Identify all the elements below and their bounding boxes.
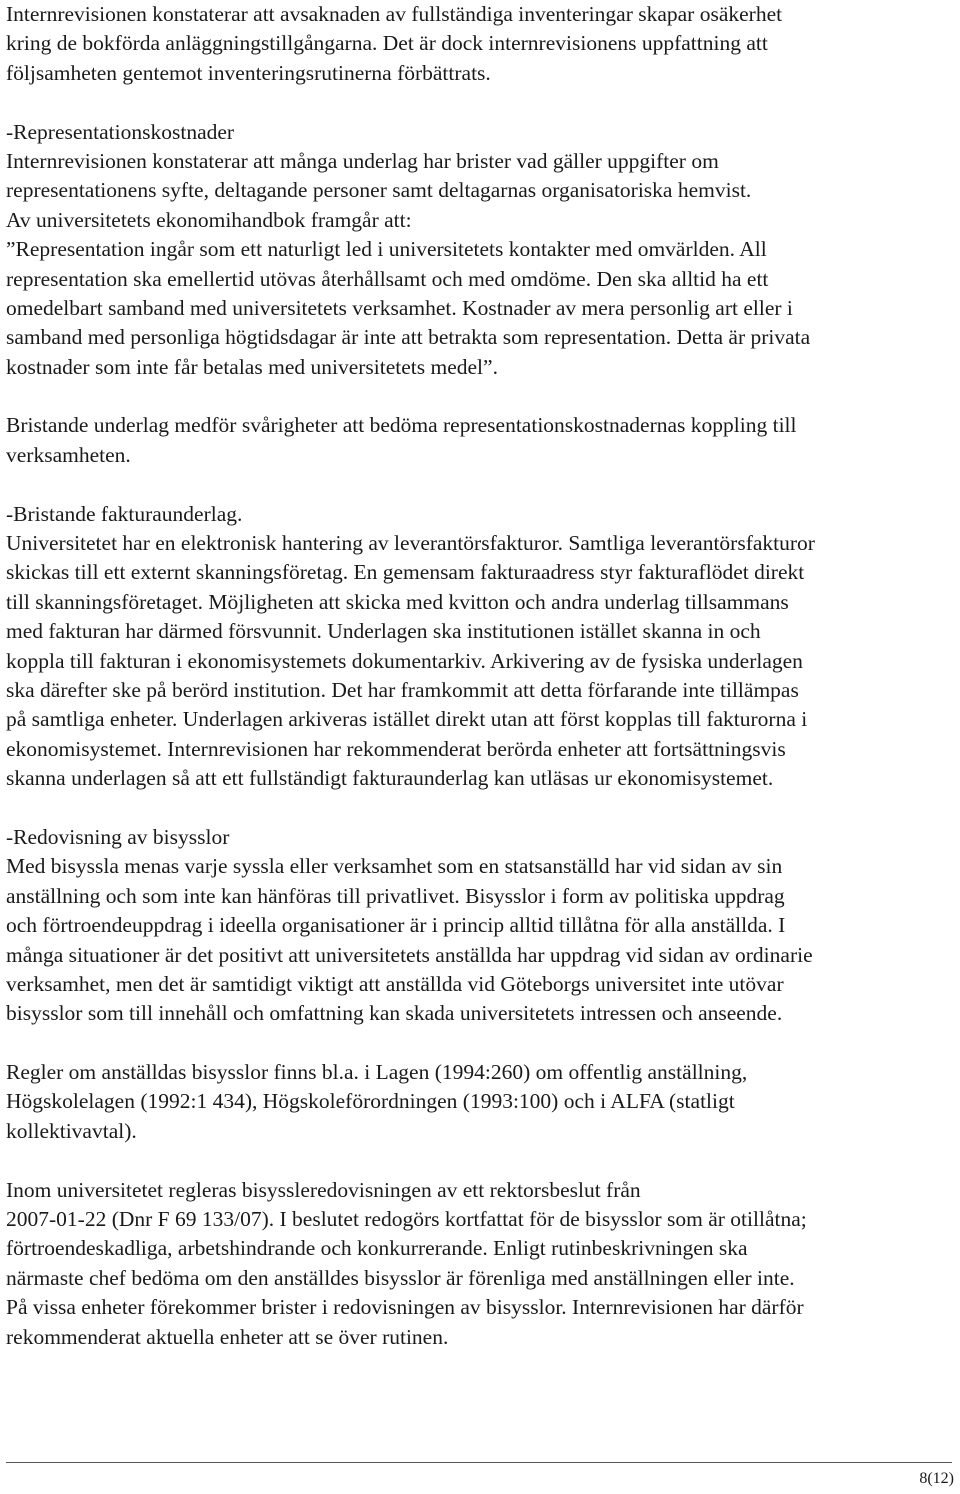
text-line: koppla till fakturan i ekonomisystemets dokumentarkiv. Arkivering av de fysiska underlagen <box>6 648 803 673</box>
text-line: till skanningsföretaget. Möjligheten att skicka med kvitton och andra underlag tillsammans <box>6 589 789 614</box>
text-line: ska därefter ske på berörd institution. Det har framkommit att detta förfarande inte tillämpas <box>6 677 799 702</box>
text-line: Bristande underlag medför svårigheter att bedöma representationskostnadernas koppling till <box>6 413 797 438</box>
text-line: följsamheten gentemot inventeringsrutinerna förbättrats. <box>6 60 491 85</box>
text-line: ekonomisystemet. Internrevisionen har rekommenderat berörda enheter att fortsättningsvis <box>6 736 786 761</box>
paragraph-gap <box>6 88 952 117</box>
text-line: Regler om anställdas bisysslor finns bl.a. i Lagen (1994:260) om offentlig anställning, <box>6 1060 748 1085</box>
paragraph-gap <box>6 382 952 411</box>
text-line: Med bisyssla menas varje syssla eller verksamhet som en statsanställd har vid sidan av sin <box>6 854 783 879</box>
text-line: kollektivavtal). <box>6 1118 137 1143</box>
text-line: bisysslor som till innehåll och omfattning kan skada universitetets intressen och anseende. <box>6 1001 783 1026</box>
quote-line: kostnader som inte får betalas med universitetets medel”. <box>6 354 498 379</box>
paragraph-gap <box>6 1029 952 1058</box>
text-line: verksamheten. <box>6 442 131 467</box>
quote-line: representation ska emellertid utövas återhållsamt och med omdöme. Den ska alltid ha ett <box>6 266 769 291</box>
text-line: skanna underlagen så att ett fullständigt fakturaunderlag kan utläsas ur ekonomisystemet. <box>6 766 774 791</box>
quote-line: omedelbart samband med universitetets verksamhet. Kostnader av mera personlig art eller i <box>6 295 793 320</box>
paragraph-gap <box>6 1146 952 1175</box>
text-line: Internrevisionen konstaterar att avsaknaden av fullständiga inventeringar skapar osäkerhet <box>6 2 783 26</box>
text-line: 2007-01-22 (Dnr F 69 133/07). I beslutet redogörs kortfattat för de bisysslor som är otillåtna; <box>6 1207 807 1232</box>
text-line: Inom universitetet regleras bisyssleredovisningen av ett rektorsbeslut från <box>6 1177 641 1202</box>
text-line: skickas till ett externt skanningsföretag. En gemensam fakturaadress styr fakturaflödet direkt <box>6 560 805 585</box>
text-line: rekommenderat aktuella enheter att se över rutinen. <box>6 1324 449 1349</box>
paragraph-gap <box>6 470 952 499</box>
section-heading-representation: -Representationskostnader <box>6 119 235 144</box>
text-line: representationens syfte, deltagande personer samt deltagarnas organisatoriska hemvist. <box>6 178 752 203</box>
text-line: anställning och som inte kan hänföras till privatlivet. Bisysslor i form av politiska uppdrag <box>6 883 785 908</box>
text-line: Internrevisionen konstaterar att många underlag har brister vad gäller uppgifter om <box>6 148 719 173</box>
text-line: förtroendeskadliga, arbetshindrande och konkurrerande. Enligt rutinbeskrivningen ska <box>6 1236 748 1261</box>
text-line: många situationer är det positivt att universitetets anställda har uppdrag vid sidan av ordinarie <box>6 942 813 967</box>
text-line: Universitetet har en elektronisk hantering av leverantörsfakturor. Samtliga leverantörsfakturor <box>6 531 815 556</box>
paragraph-insufficient-documentation <box>6 411 952 470</box>
text-line: med fakturan har därmed försvunnit. Underlagen ska institutionen istället skanna in och <box>6 619 761 644</box>
page-number: 8(12) <box>919 1470 954 1487</box>
footer-divider <box>6 1462 952 1463</box>
text-line: Högskolelagen (1992:1 434), Högskoleförordningen (1993:100) och i ALFA (statligt <box>6 1089 735 1114</box>
text-line: och förtroendeuppdrag i ideella organisationer är i princip alltid tillåtna för alla anställda. I <box>6 913 786 938</box>
paragraph-gap <box>6 794 952 823</box>
text-line: på samtliga enheter. Underlagen arkiveras istället direkt utan att först kopplas till fakturorna i <box>6 707 808 732</box>
document-page <box>6 0 952 1352</box>
text-line: närmaste chef bedöma om den anställdes bisysslor är förenliga med anställningen eller inte. <box>6 1265 795 1290</box>
section-representation-costs <box>6 118 952 383</box>
paragraph-inventory-conclusion <box>6 0 952 88</box>
section-invoice-documentation <box>6 500 952 794</box>
text-line: verksamhet, men det är samtidigt viktigt att anställda vid Göteborgs universitet inte utövar <box>6 971 784 996</box>
text-line: På vissa enheter förekommer brister i redovisningen av bisysslor. Internrevisionen har därför <box>6 1295 804 1320</box>
paragraph-rules-secondary-employment <box>6 1058 952 1146</box>
section-heading-invoice: -Bristande fakturaunderlag. <box>6 501 243 526</box>
text-line: kring de bokförda anläggningstillgångarna. Det är dock internrevisionens uppfattning att <box>6 31 768 56</box>
quote-line: ”Representation ingår som ett naturligt led i universitetets kontakter med omvärlden. All <box>6 237 767 262</box>
quote-line: samband med personliga högtidsdagar är inte att betrakta som representation. Detta är privata <box>6 325 811 350</box>
paragraph-rector-decision <box>6 1176 952 1352</box>
section-secondary-employment <box>6 823 952 1029</box>
text-line: Av universitetets ekonomihandbok framgår att: <box>6 207 412 232</box>
section-heading-secondary-employment: -Redovisning av bisysslor <box>6 824 230 849</box>
